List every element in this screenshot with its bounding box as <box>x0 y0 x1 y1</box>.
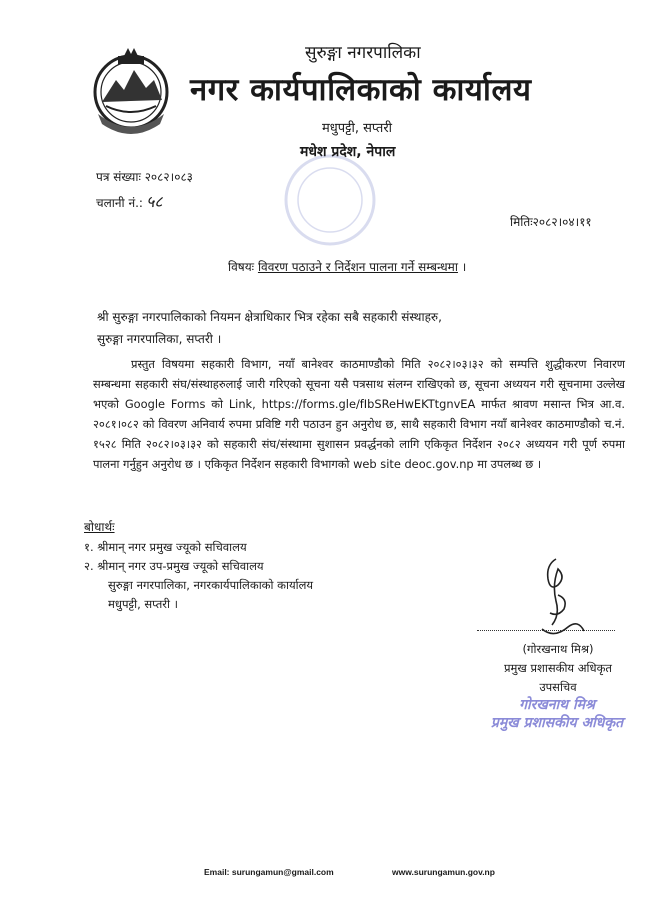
footer-website: www.surungamun.gov.np <box>392 867 495 877</box>
signer-block <box>488 640 628 697</box>
letter-reference-number: पत्र संख्याः २०८२।०८३ <box>96 170 193 184</box>
letter-body <box>93 354 625 474</box>
official-stamp <box>482 696 632 732</box>
subject-text: विवरण पठाउने र निर्देशन पालना गर्ने सम्बन्धमा <box>257 260 458 274</box>
subject-label: विषयः <box>228 260 255 274</box>
footer-email: Email: surungamun@gmail.com <box>204 867 334 877</box>
office-name: नगर कार्यपालिकाको कार्यालय <box>190 72 532 108</box>
subject-end: । <box>461 260 467 274</box>
signature-line <box>477 630 615 631</box>
cc-item-2: २. श्रीमान् नगर उप-प्रमुख ज्यूको सचिवालय <box>84 559 264 573</box>
signer-name: (गोरखनाथ मिश्र) <box>522 642 594 656</box>
letter-date: मितिः२०८२।०४।११ <box>510 215 592 229</box>
signer-rank: उपसचिव <box>539 680 577 694</box>
addressee-line-2: सुरुङ्गा नगरपालिका, सप्तरी । <box>97 332 222 346</box>
signer-title: प्रमुख प्रशासकीय अधिकृत <box>504 661 612 675</box>
dispatch-number <box>96 190 163 212</box>
address-line-2: मधेश प्रदेश, नेपाल <box>300 144 396 160</box>
letter-body-text: प्रस्तुत विषयमा सहकारी विभाग, नयाँ बानेश्वर काठमाण्डौको मिति २०८२।०३।३२ को सम्पत्ति शुद्धीकरण निवारण सम्बन्धमा सहकारी संघ/संस्थाहरुलाई जारी गरिएको सूचना यसै पत्रसाथ संलग्न राखिएको छ, सूचना अध्ययन गरी सूचनामा उल्लेख भएको Google Forms को Link, https://forms.gle/fIbSReHwEKTtgnvEA मार्फत श्रावण मसान्त भित्र आ.व. २०८१।०८२ को विवरण अनिवार्य रुपमा प्रविष्टि गरी पठाउन हुन अनुरोध छ, साथै सहकारी विभाग नयाँ बानेश्वर काठमाण्डौको च.नं. १५२८ मिति २०८२।०३।३२ को सहकारी संघ/संस्थामा सुशासन प्रवर्द्धनको लागि एकिकृत निर्देशन २०८२ अध्ययन गरी पूर्ण रुपमा पालना गर्नुहुन अनुरोध छ । एकिकृत निर्देशन सहकारी विभागको web site deoc.gov.np मा उपलब्ध छ । <box>93 357 625 471</box>
cc-label: बोधार्थः <box>84 520 115 534</box>
addressee <box>97 306 442 350</box>
addressee-line-1: श्री सुरुङ्गा नगरपालिकाको नियमन क्षेत्राधिकार भित्र रहेका सबै सहकारी संस्थाहरु, <box>97 310 442 324</box>
municipality-name: सुरुङ्गा नगरपालिका <box>305 43 421 63</box>
cc-item-2-line-2: सुरुङ्गा नगरपालिका, नगरकार्यपालिकाको कार्यालय <box>108 578 314 592</box>
stamp-name: गोरखनाथ मिश्र <box>519 697 595 713</box>
cc-list <box>84 538 313 614</box>
faded-stamp-impression <box>270 150 390 250</box>
subject-line <box>228 258 466 275</box>
nepal-emblem-icon <box>88 40 174 136</box>
dispatch-number-handwritten: ५८ <box>145 192 163 211</box>
dispatch-label: चलानी नं.: <box>96 196 143 210</box>
handwritten-signature <box>528 555 588 645</box>
cc-item-2-line-3: मधुपट्टी, सप्तरी । <box>108 597 178 611</box>
cc-item-1: १. श्रीमान् नगर प्रमुख ज्यूको सचिवालय <box>84 540 247 554</box>
address-line-1: मधुपट्टी, सप्तरी <box>322 121 393 136</box>
stamp-title: प्रमुख प्रशासकीय अधिकृत <box>490 715 624 731</box>
